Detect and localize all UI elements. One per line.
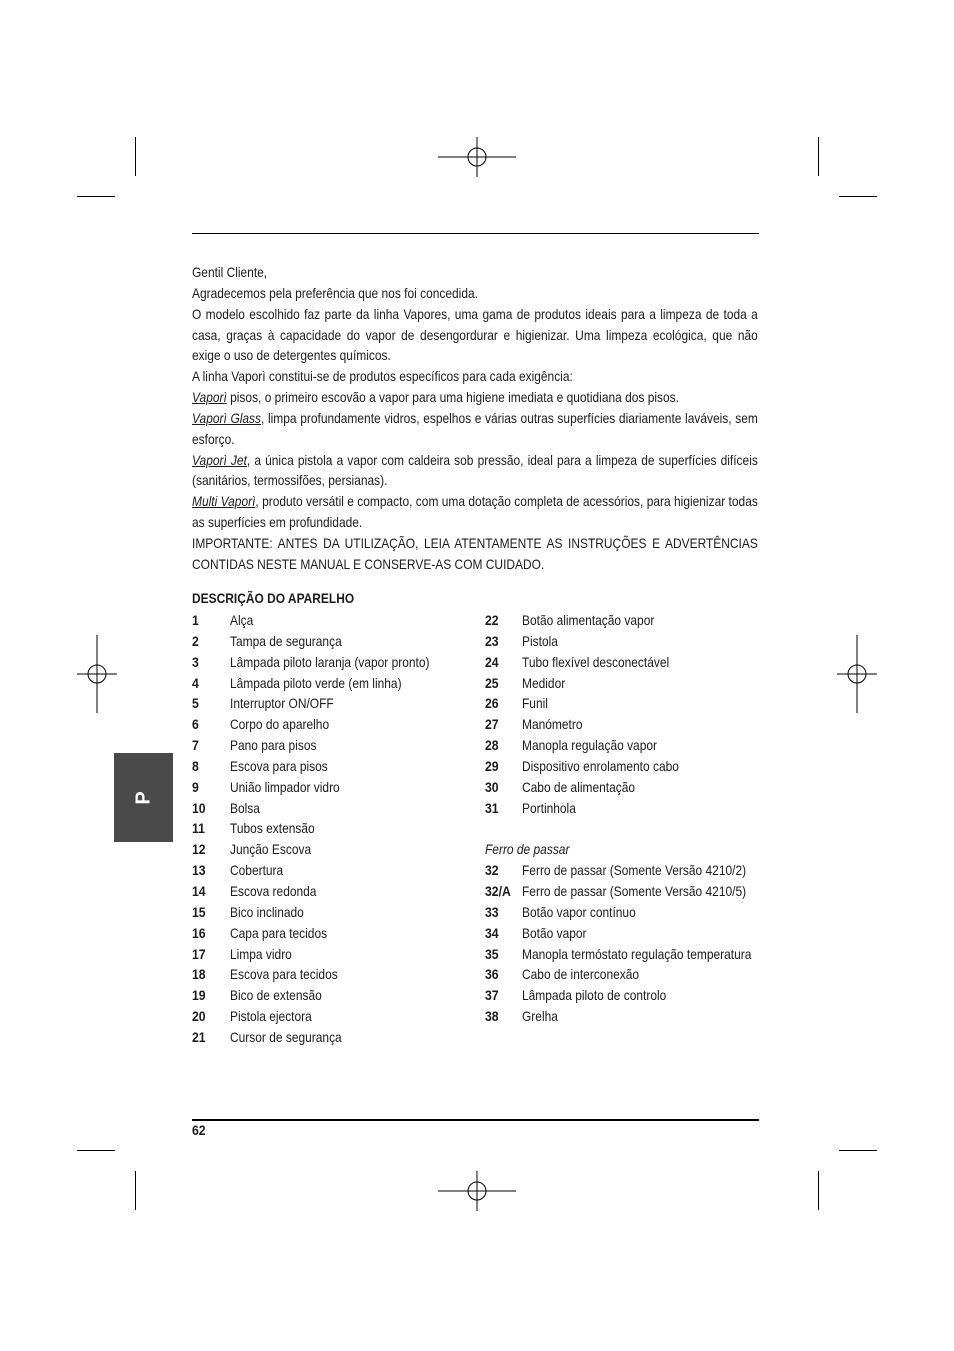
part-number: 31: [485, 800, 499, 816]
header-rule: [192, 233, 759, 234]
product-paragraph: [192, 451, 758, 493]
part-number: 7: [192, 738, 199, 754]
product-desc: , produto versátil e compacto, com uma dotação completa de acessórios, para higienizar todas as superfícies em profundidade.: [192, 494, 758, 531]
part-label: Escova para pisos: [230, 758, 328, 774]
part-number: 15: [192, 904, 206, 920]
product-name: Multi Vaporì: [192, 494, 256, 510]
important-notice: IMPORTANTE: ANTES DA UTILIZAÇÃO, LEIA ATENTAMENTE AS INSTRUÇÕES E ADVERTÊNCIAS CONTIDAS NESTE MANUAL E CONSERVE-AS COM CUIDADO.: [192, 535, 758, 572]
part-label: Alça: [230, 613, 254, 628]
product-name: Vaporì: [192, 390, 227, 406]
part-row: [485, 799, 581, 820]
part-label: Botão vapor contínuo: [522, 904, 636, 920]
crop-mark: [77, 196, 115, 197]
part-row: [485, 611, 655, 632]
part-label: Botão vapor: [522, 925, 587, 941]
part-number: 2: [192, 633, 199, 649]
part-label: Limpa vidro: [230, 946, 292, 962]
product-paragraph: [192, 492, 758, 534]
part-label: Tampa de segurança: [230, 633, 342, 649]
crop-mark: [135, 137, 136, 176]
part-label: Junção Escova: [230, 842, 312, 858]
part-number: 21: [192, 1029, 206, 1045]
part-number: 13: [192, 863, 206, 879]
part-number: 23: [485, 633, 499, 649]
part-number: 30: [485, 779, 499, 795]
part-label: Manopla termóstato regulação temperatura: [522, 946, 752, 962]
crop-mark: [839, 1150, 877, 1151]
registration-mark-icon: [438, 1152, 516, 1230]
part-number: 38: [485, 1009, 499, 1025]
part-label: Portinhola: [522, 800, 576, 816]
part-number: 34: [485, 925, 499, 941]
registration-mark-icon: [438, 118, 516, 196]
part-label: Escova para tecidos: [230, 967, 338, 983]
iron-heading: Ferro de passar: [485, 842, 570, 858]
part-row: [485, 715, 581, 736]
section-title: DESCRIÇÃO DO APARELHO: [192, 591, 355, 606]
crop-mark: [135, 1171, 136, 1210]
part-number: 32/A: [485, 883, 511, 899]
part-label: Interruptor ON/OFF: [230, 696, 334, 712]
part-label: Corpo do aparelho: [230, 717, 330, 733]
part-row: [485, 924, 587, 945]
part-label: Cabo de interconexão: [522, 967, 640, 983]
part-number: 22: [485, 613, 499, 628]
part-number: 29: [485, 758, 499, 774]
part-label: Cursor de segurança: [230, 1029, 342, 1045]
part-row: [485, 861, 747, 882]
parts-list-right: [485, 611, 752, 1028]
part-label: Pano para pisos: [230, 738, 317, 754]
part-number: 6: [192, 717, 199, 733]
part-number: 1: [192, 613, 199, 628]
part-label: Botão alimentação vapor: [522, 613, 655, 628]
part-row: [485, 653, 670, 674]
part-number: 35: [485, 946, 499, 962]
part-label: Lâmpada piloto verde (em linha): [230, 675, 402, 691]
part-number: 16: [192, 925, 206, 941]
language-tab: [114, 753, 173, 842]
product-desc: , a única pistola a vapor com caldeira sob pressão, ideal para a limpeza de superfícies difíceis (sanitários, termossifões, persianas).: [192, 452, 758, 489]
part-label: Capa para tecidos: [230, 925, 328, 941]
part-number: 24: [485, 654, 499, 670]
part-number: 10: [192, 800, 206, 816]
product-name: Vaporì Glass: [192, 410, 262, 426]
part-row: [485, 632, 581, 653]
thanks-line: Agradecemos pela preferência que nos foi concedida.: [192, 285, 478, 301]
part-number: 28: [485, 738, 499, 754]
part-number: 32: [485, 863, 499, 879]
part-row: [485, 986, 667, 1007]
part-label: Lâmpada piloto laranja (vapor pronto): [230, 654, 430, 670]
footer-rule: [192, 1119, 759, 1121]
registration-mark-icon: [58, 635, 136, 713]
part-label: Funil: [522, 696, 548, 712]
part-row: [485, 882, 747, 903]
part-number: 14: [192, 883, 206, 899]
part-row: [485, 1007, 581, 1028]
part-number: 19: [192, 988, 206, 1004]
registration-mark-icon: [818, 635, 896, 713]
part-number: 27: [485, 717, 499, 733]
page-number: 62: [192, 1123, 206, 1138]
part-number: 17: [192, 946, 206, 962]
crop-mark: [77, 1150, 115, 1151]
product-name: Vaporì Jet: [192, 452, 247, 468]
part-row: [485, 903, 636, 924]
part-number: 5: [192, 696, 199, 712]
part-row: [485, 757, 679, 778]
part-number: 4: [192, 675, 199, 691]
part-label: Ferro de passar (Somente Versão 4210/5): [522, 883, 747, 899]
part-number: 37: [485, 988, 499, 1004]
part-label: Manopla regulação vapor: [522, 738, 658, 754]
part-number: 11: [192, 821, 205, 837]
product-paragraph: [192, 409, 758, 451]
product-paragraph: [192, 388, 758, 409]
part-label: Bico de extensão: [230, 988, 322, 1004]
part-label: Escova redonda: [230, 883, 317, 899]
intro-text: [192, 263, 758, 576]
part-label: Lâmpada piloto de controlo: [522, 988, 667, 1004]
line-intro: A linha Vaporì constitui-se de produtos específicos para cada exigência:: [192, 369, 573, 385]
part-label: Medidor: [522, 675, 566, 691]
part-row: [485, 945, 752, 966]
part-number: 20: [192, 1009, 206, 1025]
model-paragraph: O modelo escolhido faz parte da linha Vapores, uma gama de produtos ideais para a limpeza de toda a casa, graças à capacidade do vapor de desengordurar e higienizar. Uma limpeza ecológica, que não exige o uso de detergentes químicos.: [192, 306, 758, 364]
part-label: Dispositivo enrolamento cabo: [522, 758, 679, 774]
part-row: [485, 736, 658, 757]
part-label: Cabo de alimentação: [522, 779, 636, 795]
part-row: [485, 778, 636, 799]
language-tab-label: P: [132, 790, 154, 805]
product-desc: , limpa profundamente vidros, espelhos e várias outras superfícies diariamente laváveis, sem esforço.: [192, 410, 758, 447]
part-label: Bico inclinado: [230, 904, 304, 920]
part-row: [485, 694, 581, 715]
part-label: Tubos extensão: [230, 821, 315, 837]
part-number: 12: [192, 842, 206, 858]
part-label: Pistola: [522, 633, 558, 649]
product-desc: pisos, o primeiro escovão a vapor para uma higiene imediata e quotidiana dos pisos.: [226, 390, 679, 406]
part-label: União limpador vidro: [230, 779, 340, 795]
part-label: Grelha: [522, 1009, 558, 1025]
part-label: Cobertura: [230, 863, 284, 879]
crop-mark: [818, 137, 819, 176]
crop-mark: [818, 1171, 819, 1210]
part-number: 9: [192, 779, 199, 795]
part-number: 3: [192, 654, 199, 670]
part-label: Manómetro: [522, 717, 583, 733]
crop-mark: [839, 196, 877, 197]
part-number: 18: [192, 967, 206, 983]
part-number: 26: [485, 696, 499, 712]
greeting: Gentil Cliente,: [192, 265, 268, 280]
part-number: 8: [192, 758, 199, 774]
part-label: Pistola ejectora: [230, 1009, 312, 1025]
part-number: 36: [485, 967, 499, 983]
part-label: Ferro de passar (Somente Versão 4210/2): [522, 863, 747, 879]
part-label: Tubo flexível desconectável: [522, 654, 670, 670]
part-row: [485, 674, 581, 695]
part-number: 25: [485, 675, 499, 691]
part-label: Bolsa: [230, 800, 260, 816]
part-row: [485, 965, 640, 986]
part-number: 33: [485, 904, 499, 920]
